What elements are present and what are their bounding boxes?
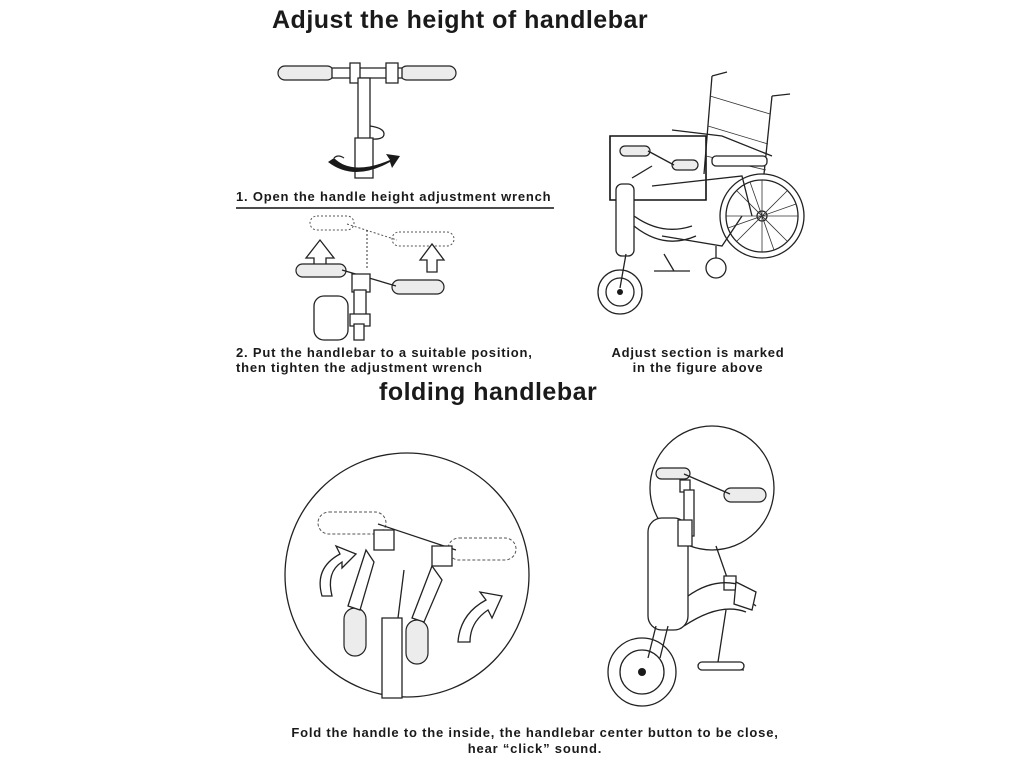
step1-caption: 1. Open the handle height adjustment wrench bbox=[236, 189, 552, 204]
up-arrow-icon bbox=[420, 244, 444, 272]
step2-caption-line1: 2. Put the handlebar to a suitable position, bbox=[236, 345, 533, 360]
folding-handlebar-title: folding handlebar bbox=[379, 378, 598, 406]
handlebar-raise-illustration bbox=[292, 210, 462, 340]
fold-arrow-icon bbox=[320, 546, 356, 596]
wheelchair-attachment-illustration bbox=[592, 66, 807, 328]
folding-handlebar-detail bbox=[282, 450, 532, 700]
folding-caption-line1: Fold the handle to the inside, the handlebar center button to be close, bbox=[291, 725, 779, 740]
handlebar-wrench-illustration bbox=[272, 58, 462, 188]
folding-caption-line2: hear “click” sound. bbox=[467, 741, 603, 756]
folded-attachment-illustration bbox=[596, 426, 778, 710]
fold-arrow-icon bbox=[458, 592, 502, 642]
step2-caption-line2: then tighten the adjustment wrench bbox=[236, 360, 483, 375]
adjust-note-line1: Adjust section is marked bbox=[611, 345, 785, 360]
adjust-note-line2: in the figure above bbox=[632, 360, 764, 375]
adjust-height-title: Adjust the height of handlebar bbox=[272, 6, 649, 34]
